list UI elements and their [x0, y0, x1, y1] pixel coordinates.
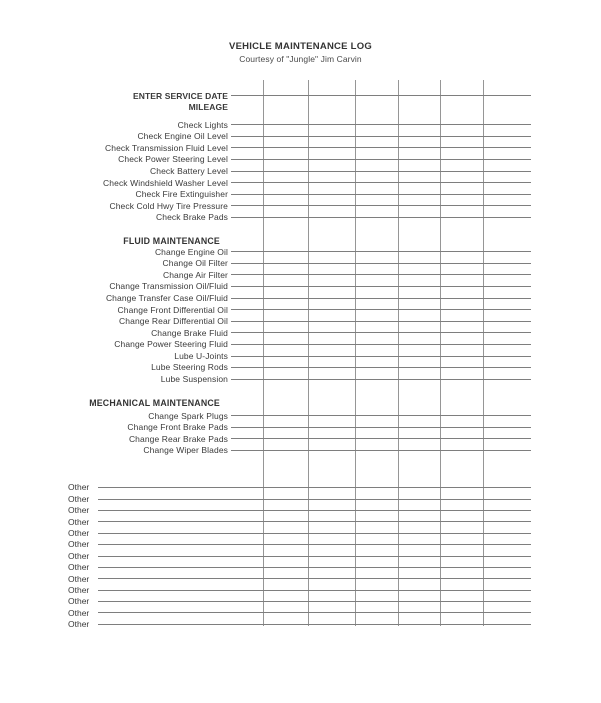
other-label: Other — [68, 539, 90, 550]
other-row — [68, 562, 531, 573]
log-row — [109, 281, 531, 293]
log-row — [163, 269, 531, 281]
log-row — [103, 177, 531, 189]
row-rule — [231, 427, 531, 428]
row-label: Check Battery Level — [150, 165, 228, 176]
other-rule — [98, 612, 531, 613]
other-label: Other — [68, 493, 90, 504]
row-rule — [231, 286, 531, 287]
other-label: Other — [68, 584, 90, 595]
row-label: Check Fire Extinguisher — [135, 189, 228, 200]
log-row — [127, 422, 531, 434]
row-label: Change Transfer Case Oil/Fluid — [105, 292, 228, 303]
row-rule — [231, 205, 531, 206]
row-rule — [231, 263, 531, 264]
other-rule — [98, 567, 531, 568]
other-row — [68, 573, 531, 584]
other-label: Other — [68, 619, 90, 630]
mechanical-section-heading: MECHANICAL MAINTENANCE — [89, 398, 220, 408]
other-row — [68, 596, 531, 607]
other-row — [68, 528, 531, 539]
row-rule — [231, 147, 531, 148]
other-section — [68, 482, 531, 630]
other-label: Other — [68, 573, 90, 584]
mechanical-section — [127, 410, 531, 456]
row-label: Change Power Steering Fluid — [114, 339, 228, 350]
row-rule — [231, 124, 531, 125]
row-label: Change Front Differential Oil — [117, 304, 228, 315]
other-rule — [98, 487, 531, 488]
other-row — [68, 505, 531, 516]
page-title: VEHICLE MAINTENANCE LOG — [229, 41, 372, 52]
other-row — [68, 550, 531, 561]
row-label: Change Air Filter — [162, 269, 228, 280]
other-rule — [98, 521, 531, 522]
checks-section — [103, 119, 531, 223]
log-row — [119, 316, 531, 328]
other-label: Other — [68, 607, 90, 618]
mileage-label: MILEAGE — [188, 102, 228, 113]
log-row — [155, 246, 531, 258]
row-label: Change Brake Fluid — [151, 327, 228, 338]
log-row — [151, 362, 531, 374]
row-rule — [231, 415, 531, 416]
other-row — [68, 539, 531, 550]
log-row — [174, 350, 531, 362]
fluid-section-heading: FLUID MAINTENANCE — [123, 236, 220, 246]
row-label: Check Engine Oil Level — [137, 131, 228, 142]
other-rule — [98, 544, 531, 545]
row-rule — [231, 136, 531, 137]
log-row — [106, 292, 531, 304]
row-label: Change Oil Filter — [162, 258, 228, 269]
row-label: Check Brake Pads — [156, 212, 228, 223]
other-rule — [98, 556, 531, 557]
row-rule — [231, 274, 531, 275]
row-label: Change Engine Oil — [154, 246, 228, 257]
other-label: Other — [68, 596, 90, 607]
log-row — [105, 142, 531, 154]
row-rule — [231, 159, 531, 160]
log-row — [137, 131, 531, 143]
page-subtitle: Courtesy of "Jungle" Jim Carvin — [239, 54, 362, 64]
other-rule — [98, 533, 531, 534]
log-row — [148, 410, 531, 422]
other-label: Other — [68, 505, 90, 516]
other-rule — [98, 499, 531, 500]
row-label: Check Power Steering Level — [118, 154, 228, 165]
row-label: Check Transmission Fluid Level — [105, 142, 228, 153]
row-label: Change Rear Brake Pads — [128, 433, 228, 444]
log-row — [118, 154, 531, 166]
other-row — [68, 493, 531, 504]
log-row — [129, 433, 531, 445]
other-label: Other — [68, 550, 90, 561]
row-rule — [231, 344, 531, 345]
row-label: Check Windshield Washer Level — [103, 177, 228, 188]
row-rule — [231, 171, 531, 172]
log-row — [143, 445, 531, 457]
row-rule — [231, 251, 531, 252]
row-label: Change Spark Plugs — [148, 410, 228, 421]
row-rule — [231, 356, 531, 357]
row-rule — [231, 217, 531, 218]
row-label: Lube U-Joints — [174, 350, 228, 361]
row-label: Change Front Brake Pads — [127, 422, 228, 433]
row-label: Lube Steering Rods — [151, 362, 228, 373]
log-row — [163, 258, 531, 270]
log-row — [161, 374, 531, 386]
other-row — [68, 516, 531, 527]
row-rule — [231, 379, 531, 380]
other-row — [68, 585, 531, 596]
fluid-section — [106, 246, 531, 385]
other-rule — [98, 578, 531, 579]
row-rule — [231, 298, 531, 299]
row-rule — [231, 182, 531, 183]
log-row — [178, 119, 531, 131]
row-label: Check Lights — [177, 119, 228, 130]
row-rule — [231, 309, 531, 310]
mileage-row — [189, 102, 531, 114]
row-label: Change Wiper Blades — [143, 445, 228, 456]
row-rule — [231, 450, 531, 451]
other-row — [68, 482, 531, 493]
log-row — [118, 304, 531, 316]
row-rule — [231, 194, 531, 195]
header-rows — [133, 90, 531, 113]
other-rule — [98, 624, 531, 625]
log-row — [156, 212, 531, 224]
row-rule — [231, 438, 531, 439]
other-row — [68, 619, 531, 630]
other-label: Other — [68, 562, 90, 573]
other-rule — [98, 601, 531, 602]
row-rule — [231, 367, 531, 368]
log-row — [109, 200, 531, 212]
log-row — [151, 327, 531, 339]
row-rule — [231, 332, 531, 333]
other-rule — [98, 510, 531, 511]
service-date-rule — [231, 95, 531, 96]
log-row — [135, 189, 531, 201]
other-rule — [98, 590, 531, 591]
log-row — [114, 339, 531, 351]
row-label: Lube Suspension — [160, 374, 228, 385]
row-label: Change Rear Differential Oil — [119, 316, 228, 327]
other-label: Other — [68, 516, 90, 527]
row-label: Check Cold Hwy Tire Pressure — [109, 200, 228, 211]
row-label: Change Transmission Oil/Fluid — [109, 281, 228, 292]
service-date-row — [133, 90, 531, 102]
row-rule — [231, 321, 531, 322]
other-row — [68, 607, 531, 618]
service-date-label: ENTER SERVICE DATE — [132, 90, 228, 101]
other-label: Other — [68, 528, 90, 538]
other-label: Other — [68, 482, 90, 493]
log-row — [150, 165, 531, 177]
